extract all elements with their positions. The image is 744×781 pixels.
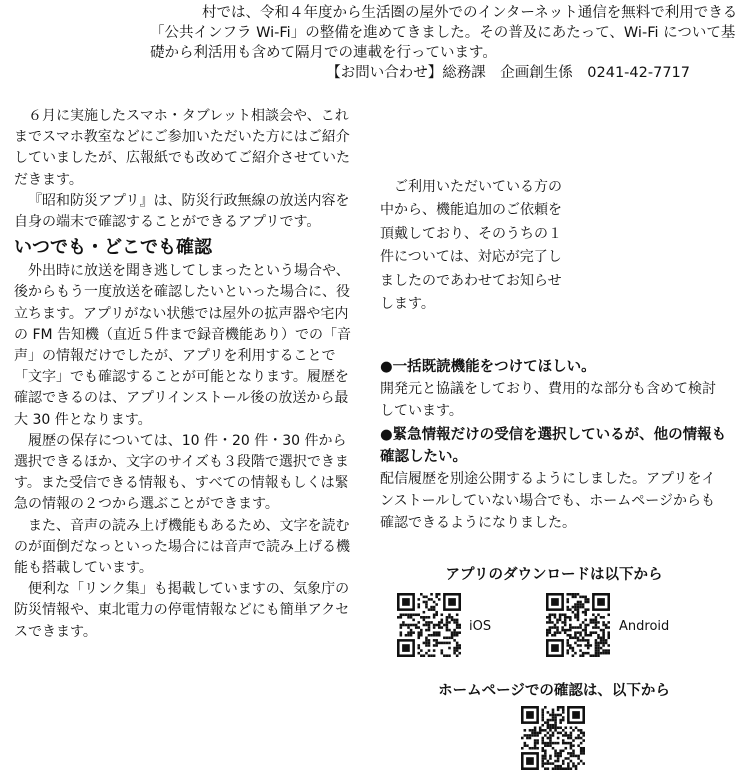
contact-line: 【お問い合わせ】総務課 企画創生係 0241-42-7717 — [326, 65, 690, 81]
section-heading: いつでも・どこでも確認 — [14, 237, 212, 259]
ios-qr-code-icon[interactable] — [397, 593, 461, 657]
left-paragraph-3: 外出時に放送を聞き逃してしまったという場合や、後からもう一度放送を確認したいといった場合に、役立ちます。アプリがない状態では屋外の拡声器や宅内の FM 告知機（直近５件まで録音機能あり）での「音声」の情報だけでしたが、アプリを利用することで「文字」でも確認することが可能となります。履歴を確認できるのは、アプリインストール後の放送から最大 30 件となります。 — [14, 263, 352, 428]
homepage-qr-code-icon[interactable] — [521, 706, 585, 770]
homepage-title: ホームページでの確認は、以下から — [438, 683, 670, 699]
ios-label: iOS — [469, 619, 492, 634]
qa-section — [380, 356, 728, 536]
question-1: ●一括既読機能をつけてほしい。 — [380, 359, 596, 375]
answer-2: 配信履歴を別途公開するようにしました。アプリをインストールしていない場合でも、ホームページからも確認できるようになりました。 — [380, 471, 716, 531]
intro-block — [150, 3, 740, 83]
left-paragraph-5: また、音声の読み上げ機能もあるため、文字を読むのが面倒だなっといった場合には音声で読み上げる機能も搭載しています。 — [14, 517, 350, 577]
left-paragraph-4: 履歴の保存については、10 件・20 件・30 件から選択できるほか、文字のサイズも３段階で選択できます。また受信できる情報も、すべての情報もしくは緊急の情報の２つから選ぶことができます。 — [14, 432, 349, 513]
middle-column — [380, 176, 570, 316]
left-column — [14, 106, 360, 643]
left-paragraph-2: 『昭和防災アプリ』は、防災行政無線の放送内容を自身の端末で確認することができるアプリです。 — [14, 192, 350, 231]
intro-paragraph: 村では、令和４年度から生活圏の屋外でのインターネット通信を無料で利用できる「公共インフラ Wi-Fi」の整備を進めてきました。その普及にあたって、Wi-Fi について基礎から利活用も含めて隔月での連載を行っています。 — [150, 5, 738, 61]
answer-1: 開発元と協議をしており、費用的な部分も含めて検討しています。 — [380, 381, 716, 419]
left-paragraph-1: ６月に実施したスマホ・タブレット相談会や、これまでスマホ教室などにご参加いただいた方にはご紹介していましたが、広報紙でも改めてご紹介させていただきます。 — [14, 108, 350, 188]
question-2: ●緊急情報だけの受信を選択しているが、他の情報も確認したい。 — [380, 427, 727, 465]
android-qr-code-icon[interactable] — [546, 593, 610, 657]
download-title: アプリのダウンロードは以下から — [445, 567, 663, 583]
android-label: Android — [619, 619, 670, 634]
middle-paragraph: ご利用いただいている方の中から、機能追加のご依頼を頂戴しており、そのうちの１件については、対応が完了しましたのであわせてお知らせします。 — [380, 179, 562, 313]
left-paragraph-6: 便利な「リンク集」も掲載していますの、気象庁の防災情報や、東北電力の停電情報などにも簡単アクセスできます。 — [14, 581, 350, 640]
